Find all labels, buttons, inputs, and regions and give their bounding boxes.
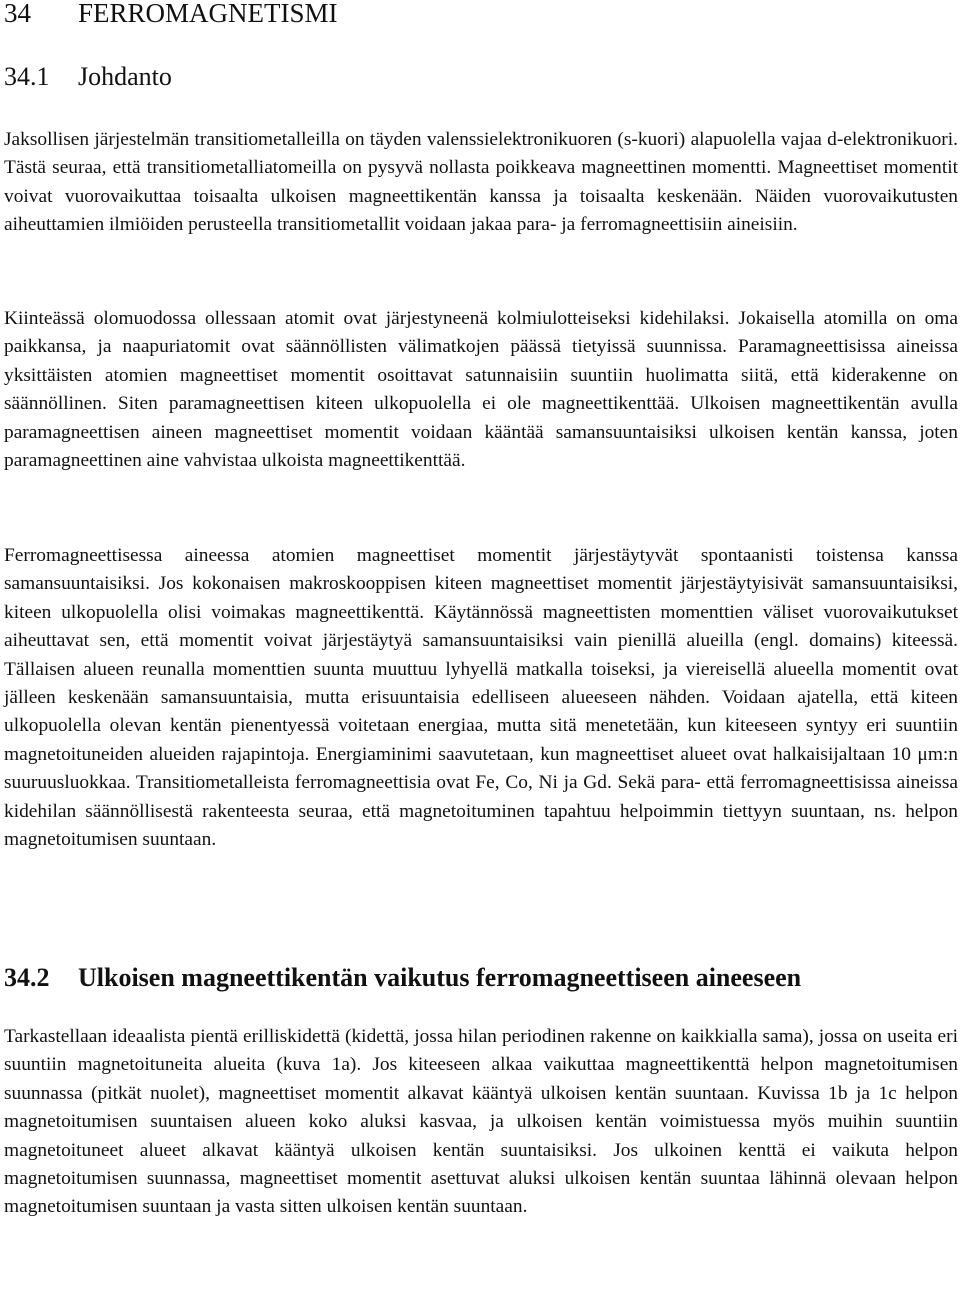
section-number: 34.2: [4, 963, 50, 992]
chapter-number: 34: [4, 0, 31, 28]
chapter-title: FERROMAGNETISMI: [78, 0, 338, 28]
section-title: Ulkoisen magneettikentän vaikutus ferromagneettiseen aineeseen: [78, 963, 802, 992]
paragraph: Kiinteässä olomuodossa ollessaan atomit ovat järjestyneenä kolmiulotteiseksi kidehilaksi. Jokaisella atomilla on oma paikkansa, ja naapuriatomit ovat säännöllisten välimatkojen päässä tietyissä suunnissa. Paramagneettisissa aineissa yksittäisten atomien magneettiset momentit osoittavat satunnaisiin suuntiin huolimatta siitä, että kiderakenne on säännöllinen. Siten paramagneettisen kiteen ulkopuolella ei ole magneettikenttää. Ulkoisen magneettikentän avulla paramagneettisen aineen magneettiset momentit voidaan kääntää samansuuntaisiksi ulkoisen kentän kanssa, joten paramagneettinen aine vahvistaa ulkoista magneettikenttää.: [4, 308, 958, 472]
paragraph: Jaksollisen järjestelmän transitiometalleilla on täyden valenssielektronikuoren (s-kuori) alapuolella vajaa d-elektronikuori. Tästä seuraa, että transitiometalliatomeilla on pysyvä nollasta poikkeava magneettinen momentti. Magneettiset momentit voivat vuorovaikuttaa toisaalta ulkoisen magneettikentän kanssa ja toisaalta keskenään. Näiden vuorovaikutusten aiheuttamien ilmiöiden perusteella transitiometallit voidaan jakaa para- ja ferromagneettisiin aineisiin.: [4, 129, 958, 236]
paragraph: Ferromagneettisessa aineessa atomien magneettiset momentit järjestäytyvät spontaanisti toistensa kanssa samansuuntaisiksi. Jos kokonaisen makroskooppisen kiteen magneettiset momentit järjestäytyisivät samansuuntaisiksi, kiteen ulkopuolella olisi voimakas magneettikenttä. Käytännössä magneettisten momenttien väliset vuorovaikutukset aiheuttavat sen, että momentit voivat järjestäytyä samansuuntaisiksi vain pienillä alueilla (engl. domains) kiteessä. Tällaisen alueen reunalla momenttien suunta muuttuu lyhyellä matkalla toiseksi, ja viereisellä alueella momentit ovat jälleen keskenään samansuuntaisia, mutta erisuuntaisia edelliseen alueeseen nähden. Voidaan ajatella, että kiteen ulkopuolella olevan kentän pienentyessä voitetaan energiaa, mutta sitä menetetään, kun kiteeseen syntyy eri suuntiin magnetoituneiden alueiden rajapintoja. Energiaminimi saavutetaan, kun magneettiset alueet ovat halkaisijaltaan 10 μm:n suuruusluokkaa. Transitiometalleista ferromagneettisia ovat Fe, Co, Ni ja Gd. Sekä para- että ferromagneettisissa aineissa kidehilan säännöllisestä rakenteesta seuraa, että magnetoituminen tapahtuu helpoimmin tiettyyn suuntaan, ns. helpon magnetoitumisen suuntaan.: [4, 545, 958, 851]
section-number: 34.1: [4, 62, 50, 91]
section-heading-intro: [4, 60, 172, 94]
section-title: Johdanto: [78, 62, 172, 91]
section-heading-external-field: [4, 961, 801, 995]
paragraph: Tarkastellaan ideaalista pientä erilliskidettä (kidettä, jossa hilan periodinen rakenne on kaikkialla sama), jossa on useita eri suuntiin magnetoituneita alueita (kuva 1a). Jos kiteeseen alkaa vaikuttaa magneettikenttä helpon magnetoitumisen suunnassa (pitkät nuolet), magneettiset momentit alkavat kääntyä ulkoisen kentän suuntaan. Kuvissa 1b ja 1c helpon magnetoitumisen suuntaisen alueen koko aluksi kasvaa, ja ulkoisen kentän voimistuessa myös muihin suuntiin magnetoituneet alueet alkavat kääntyä ulkoisen kentän suuntaisiksi. Jos ulkoinen kenttä ei vaikuta helpon magnetoitumisen suunnassa, magneettiset momentit asettuvat aluksi ulkoisen kentän suuntaa lähinnä olevaan helpon magnetoitumisen suuntaan ja vasta sitten ulkoisen kentän suuntaan.: [4, 1026, 958, 1218]
chapter-heading: [4, 0, 338, 34]
